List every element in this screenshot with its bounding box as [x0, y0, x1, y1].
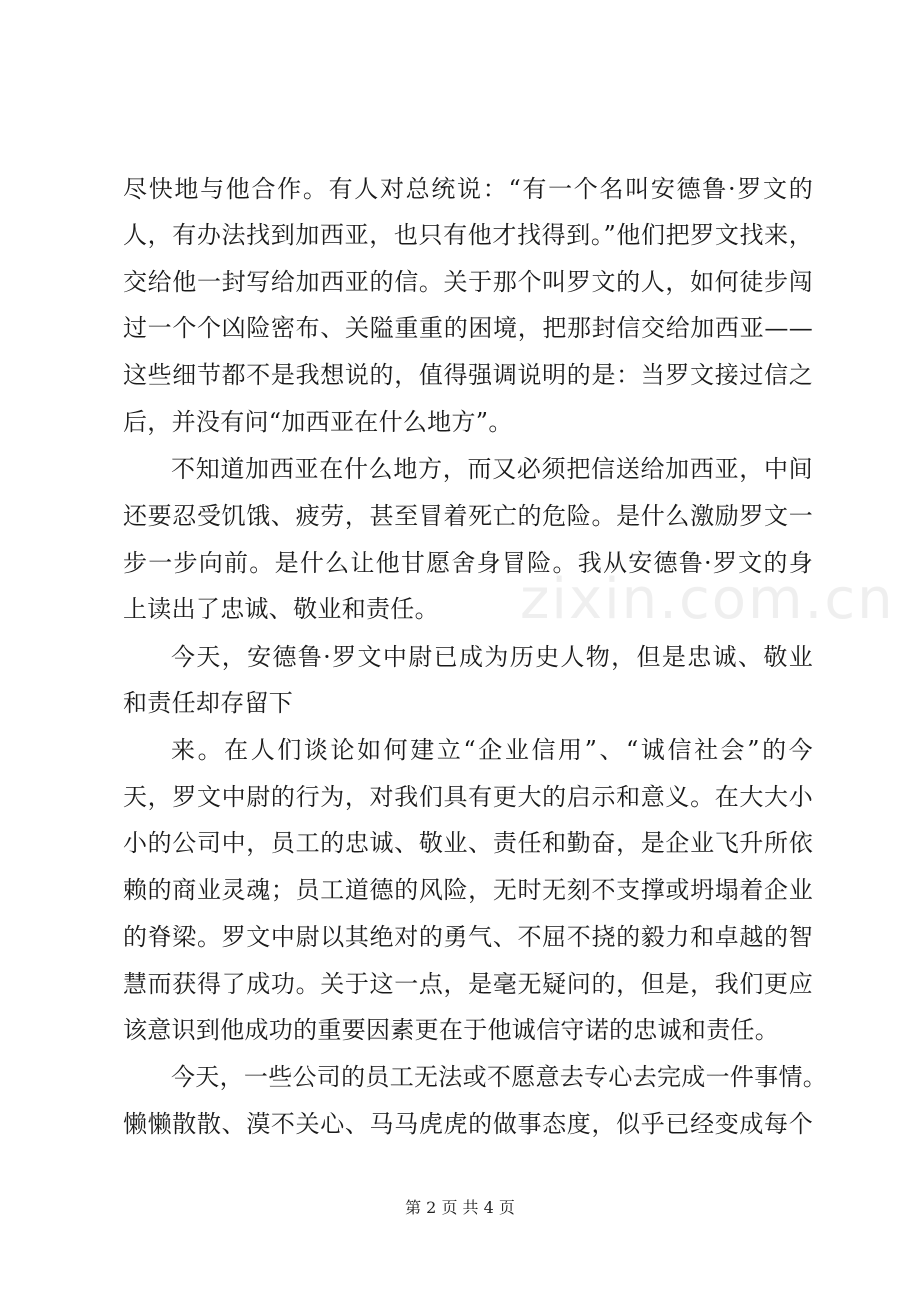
- text-line: 步一步向前。是什么让他甘愿舍身冒险。我从安德鲁·罗文的身: [123, 549, 813, 577]
- text-line: 懒懒散散、漠不关心、马马虎虎的做事态度，似乎已经变成每个: [123, 1110, 813, 1138]
- text-line: 天，罗文中尉的行为，对我们具有更大的启示和意义。在大大小: [123, 783, 813, 811]
- text-line: 人，有办法找到加西亚，也只有他才找得到。”他们把罗文找来，: [123, 221, 813, 249]
- text-line: 交给他一封写给加西亚的信。关于那个叫罗文的人，如何徒步闯: [123, 268, 813, 296]
- watermark: zixin.com.cn: [520, 567, 895, 632]
- text-line: 还要忍受饥饿、疲劳，甚至冒着死亡的危险。是什么激励罗文一: [123, 502, 813, 530]
- text-line: 的脊梁。罗文中尉以其绝对的勇气、不屈不挠的毅力和卓越的智: [123, 923, 813, 951]
- text-line: 尽快地与他合作。有人对总统说：“有一个名叫安德鲁·罗文的: [123, 175, 813, 203]
- text-line: 这些细节都不是我想说的，值得强调说明的是：当罗文接过信之: [123, 361, 813, 389]
- text-line: 和责任却存留下: [123, 689, 294, 717]
- page-footer: 第 2 页 共 4 页: [405, 1198, 515, 1217]
- text-line: 今天，安德鲁·罗文中尉已成为历史人物，但是忠诚、敬业: [171, 643, 813, 671]
- text-line: 赖的商业灵魂；员工道德的风险，无时无刻不支撑或坍塌着企业: [123, 876, 813, 904]
- text-line: 不知道加西亚在什么地方，而又必须把信送给加西亚，中间: [171, 455, 813, 483]
- text-line: 该意识到他成功的重要因素更在于他诚信守诺的忠诚和责任。: [123, 1016, 780, 1044]
- text-line: 慧而获得了成功。关于这一点，是毫无疑问的，但是，我们更应: [123, 970, 813, 998]
- text-line: 过一个个凶险密布、关隘重重的困境，把那封信交给加西亚——: [123, 314, 813, 342]
- text-line: 小的公司中，员工的忠诚、敬业、责任和勤奋，是企业飞升所依: [123, 829, 813, 857]
- text-line: 来。在人们谈论如何建立“企业信用”、“诚信社会”的今: [171, 736, 813, 764]
- text-line: 今天，一些公司的员工无法或不愿意去专心去完成一件事情。: [171, 1063, 828, 1091]
- text-line: 后，并没有问“加西亚在什么地方”。: [123, 408, 513, 436]
- text-line: 上读出了忠诚、敬业和责任。: [123, 595, 439, 623]
